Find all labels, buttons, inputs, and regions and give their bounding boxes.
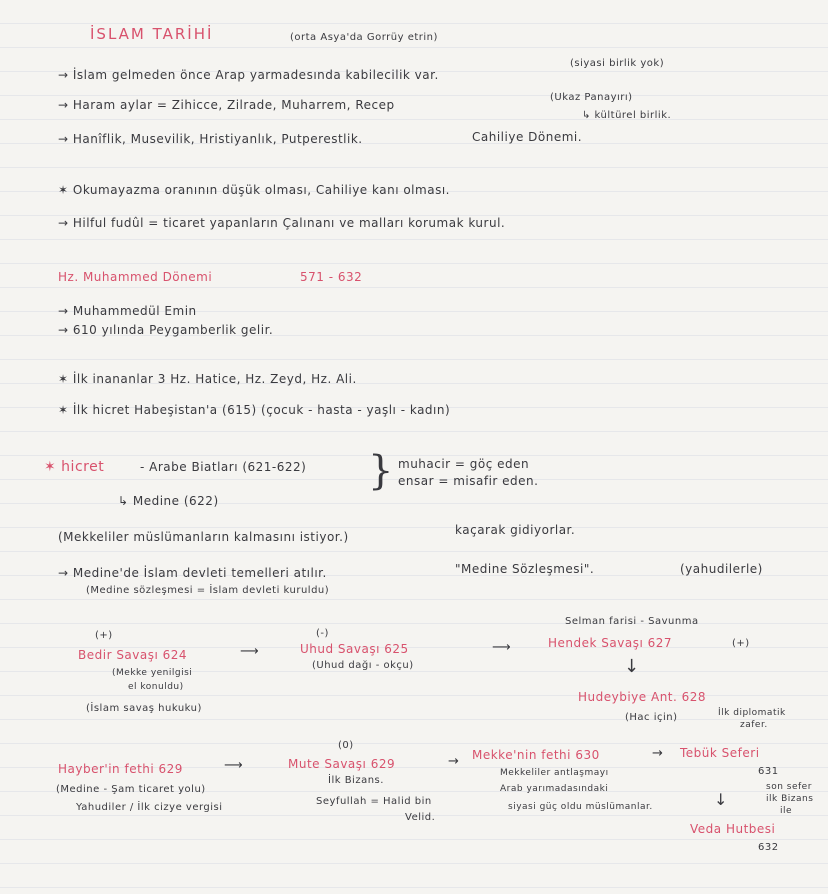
note-line: → Hanîflik, Musevilik, Hristiyanlık, Putperestlik. [58,132,363,146]
note-line: ensar = misafir eden. [398,474,539,488]
note-line: Cahiliye Dönemi. [472,130,583,144]
note-line: (siyasi birlik yok) [570,58,665,69]
battle-note: ilk Bizans [766,794,814,804]
battle-year: 632 [758,842,779,853]
battle-note: Arab yarımadasındaki [500,784,609,794]
brace: } [368,448,394,494]
note-line: ↳ kültürel birlik. [582,110,672,121]
battle-note: Mekkeliler antlaşmayı [500,768,609,778]
arrow-icon: ⟶ [240,644,259,659]
battle-veda: Veda Hutbesi [690,822,776,836]
note-line: ✶ İlk hicret Habeşistan'a (615) (çocuk - hasta - yaşlı - kadın) [58,403,451,417]
battle-hudeybiye: Hudeybiye Ant. 628 [578,690,707,704]
battle-hayber: Hayber'in fethi 629 [58,762,183,776]
battle-note: zafer. [740,720,768,730]
battle-sign: (+) [732,638,750,649]
battle-note: Velid. [405,812,436,823]
arrow-icon: → [448,754,459,769]
battle-note: İlk Bizans. [328,775,384,786]
battle-note: (Medine - Şam ticaret yolu) [56,784,206,795]
battle-note: İlk diplomatik [718,708,786,718]
page-subtitle: (orta Asya'da Gorrüy etrin) [290,32,438,43]
note-line: ↳ Medine (622) [118,494,219,508]
arrow-icon: ⟶ [492,640,511,655]
note-line: ✶ Okumayazma oranının düşük olması, Cahiliye kanı olması. [58,183,450,197]
arrow-icon: → [652,746,663,761]
note-line: muhacir = göç eden [398,457,530,471]
battle-note: (Uhud dağı - okçu) [312,660,414,671]
note-line: kaçarak gidiyorlar. [455,523,576,537]
battle-badr: Bedir Savaşı 624 [78,648,188,662]
battle-note: (Mekke yenilgisi [112,668,193,678]
battle-sign: (0) [338,740,354,751]
battle-sign: (+) [95,630,113,641]
battle-note: el konuldu) [128,682,184,692]
note-line: → Haram aylar = Zihicce, Zilrade, Muharrem, Recep [58,98,395,112]
note-line: → Hilful fudûl = ticaret yapanların Çalınanı ve malları korumak kurul. [58,216,506,230]
note-line: → 610 yılında Peygamberlik gelir. [58,323,274,337]
note-line: "Medine Sözleşmesi". [455,562,595,576]
note-line: - Arabe Biatları (621-622) [140,460,307,474]
note-line: (Mekkeliler müslümanların kalmasını istiyor.) [58,530,349,544]
arrow-icon: ⟶ [224,758,243,773]
battle-note: (Hac için) [625,712,678,723]
battle-note: son sefer [766,782,812,792]
note-line: ✶ hicret [44,459,105,475]
battle-mekke: Mekke'nin fethi 630 [472,748,600,762]
note-line: ✶ İlk inananlar 3 Hz. Hatice, Hz. Zeyd, Hz. Ali. [58,372,357,386]
battle-note: Selman farisi - Savunma [565,616,699,627]
battle-year: 631 [758,766,779,777]
battle-hendek: Hendek Savaşı 627 [548,636,673,650]
page-title: İSLAM TARİHİ [90,25,214,43]
battle-uhud: Uhud Savaşı 625 [300,642,409,656]
section-years: 571 - 632 [300,270,363,284]
down-arrow-icon: ↓ [624,656,640,677]
battle-note: ile [780,806,793,816]
battle-tebuk: Tebük Seferi [680,746,760,760]
battle-note: siyasi güç oldu müslümanlar. [508,802,653,812]
battle-mute: Mute Savaşı 629 [288,757,396,771]
note-line: (yahudilerle) [680,562,763,576]
battle-note: Yahudiler / İlk cizye vergisi [76,802,223,813]
note-line: (Ukaz Panayırı) [550,92,633,103]
note-line: → İslam gelmeden önce Arap yarmadesında kabilecilik var. [58,68,439,82]
battle-sign: (-) [316,628,329,639]
battle-note: (İslam savaş hukuku) [86,703,202,714]
down-arrow-icon: ↓ [714,790,728,809]
section-title: Hz. Muhammed Dönemi [58,270,213,284]
note-line: → Muhammedül Emin [58,304,197,318]
battle-note: Seyfullah = Halid bin [316,796,432,807]
note-line: → Medine'de İslam devleti temelleri atılır. [58,566,327,580]
note-line: (Medine sözleşmesi = İslam devleti kuruldu) [86,585,330,596]
